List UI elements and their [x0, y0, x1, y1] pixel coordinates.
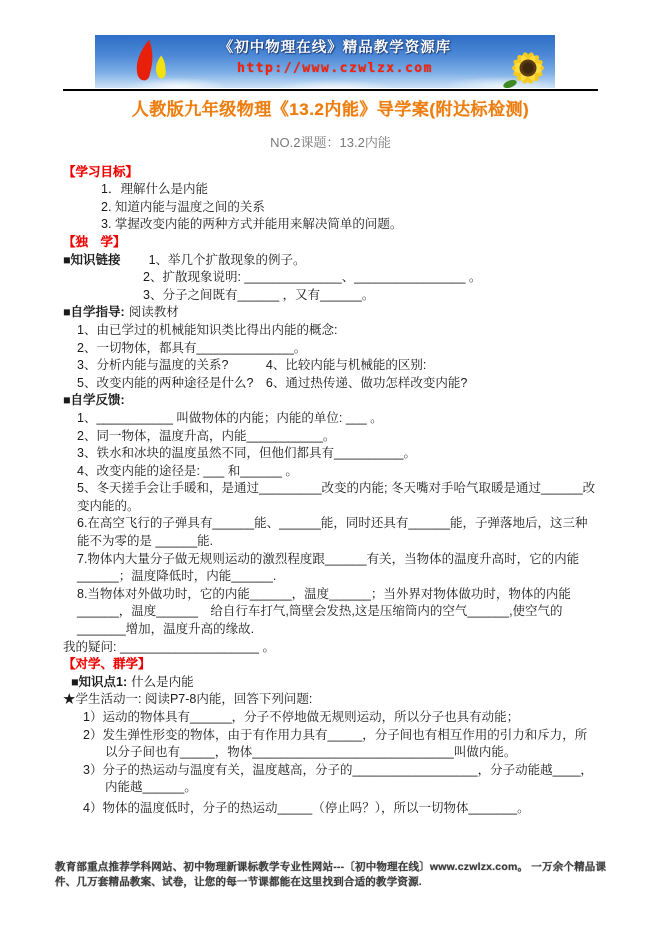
page-title: 人教版九年级物理《13.2内能》导学案(附达标检测) [131, 100, 530, 119]
goal-item: 1．理解什么是内能 [101, 182, 208, 197]
banner-site-url: http://www.czwlzx.com [237, 60, 433, 76]
feedback-label: ■自学反馈: [63, 393, 125, 408]
section-heading-solo-study: 【独 学】 [63, 234, 126, 249]
feedback-item: 1、___________ 叫做物体的内能；内能的单位: ___ 。 [77, 410, 383, 425]
banner-site-name: 《初中物理在线》精品教学资源库 [218, 40, 452, 56]
activity-item: 1）运动的物体具有______，分子不停地做无规则运动，所以分子也具有动能； [83, 710, 520, 724]
site-banner [95, 35, 555, 88]
knowledge-point-row [63, 674, 598, 692]
activity-lead: ★学生活动一: 阅读P7-8内能，回答下列问题: [63, 692, 313, 707]
knowledge-link-item: 1、举几个扩散现象的例子。 [148, 252, 306, 267]
feedback-item: 4、改变内能的途径是: ___ 和______ 。 [77, 463, 298, 478]
knowledge-link-item: 2、扩散现象说明: ______________、________________ 。 [143, 270, 482, 285]
activity-item: 4）物体的温度低时，分子的热运动_____（停止吗？），所以一切物体_______。 [83, 800, 530, 815]
goal-item: 3. 掌握改变内能的两种方式并能用来解决简单的问题。 [101, 217, 403, 232]
self-guide-item: 5、改变内能的两种途径是什么? 6、通过热传递、做功怎样改变内能? [77, 375, 468, 390]
activity-item: 2）发生弹性形变的物体，由于有作用力具有_____，分子间也有相互作用的引力和斥力，所以分子间也有_____，物体_____________________________叫做内能。 [83, 727, 588, 760]
lesson-number: NO.2课题：13.2内能 [270, 135, 391, 150]
knowledge-point-label: ■知识点1: [71, 674, 128, 689]
section-heading-pair-group: 【对学、群学】 [63, 657, 151, 672]
knowledge-link-item: 3、分子之间既有______ ，又有______。 [143, 287, 375, 302]
knowledge-link-row [63, 252, 598, 270]
feedback-item: 7.物体内大量分子做无规则运动的激烈程度跟______有关，当物体的温度升高时，它的内能______；温度降低时，内能______. [77, 551, 580, 584]
activity-item: 3）分子的热运动与温度有关，温度越高，分子的__________________，分子动能越____，内能越______。 [83, 762, 593, 795]
goal-item: 2. 知道内能与温度之间的关系 [101, 199, 265, 214]
self-guide-lead: 阅读教材 [128, 305, 179, 320]
section-heading-learning-goals: 【学习目标】 [63, 164, 139, 179]
footer-promo-text: 教育部重点推荐学科网站、初中物理新课标教学专业性网站---〔初中物理在线〕www.czwlzx.com。 一万余个精品课件、几万套精品教案、试卷，让您的每一节课都能在这里找到合适的教学资源. [55, 861, 607, 888]
self-guide-label: ■自学指导: [63, 305, 125, 320]
self-guide-item: 1、由已学过的机械能知识类比得出内能的概念: [77, 322, 338, 337]
knowledge-link-label: ■知识链接 [63, 252, 121, 267]
feedback-item: 6.在高空飞行的子弹具有______能、______能，同时还具有______能，子弹落地后，这三种能不为零的是 ______能. [77, 516, 588, 549]
feedback-item: 5、冬天搓手会让手暖和，是通过_________改变的内能; 冬天嘴对手哈气取暖是通过______改变内能的。 [77, 481, 596, 513]
self-guide-item: 3、分析内能与温度的关系? 4、比较内能与机械能的区别: [77, 358, 427, 373]
header-divider [63, 89, 598, 91]
flame-logo-icon [123, 38, 175, 86]
self-guide-item: 2、一切物体，都具有______________。 [77, 340, 307, 355]
feedback-item: 3、铁水和冰块的温度虽然不同，但他们都具有__________。 [77, 446, 416, 461]
feedback-item: 2、同一物体，温度升高，内能___________。 [77, 428, 336, 443]
feedback-item: 8.当物体对外做功时，它的内能______，温度______；当外界对物体做功时，物体的内能______，温度______ 给自行车打气,筒壁会发热,这是压缩筒内的空气______,使空气的_______增加，温度升高的缘故. [77, 586, 571, 637]
sunflower-icon [495, 36, 555, 88]
my-question-line: 我的疑问: ____________________ 。 [63, 639, 275, 654]
knowledge-point-text: 什么是内能 [131, 674, 194, 689]
self-guide-row [63, 304, 598, 322]
